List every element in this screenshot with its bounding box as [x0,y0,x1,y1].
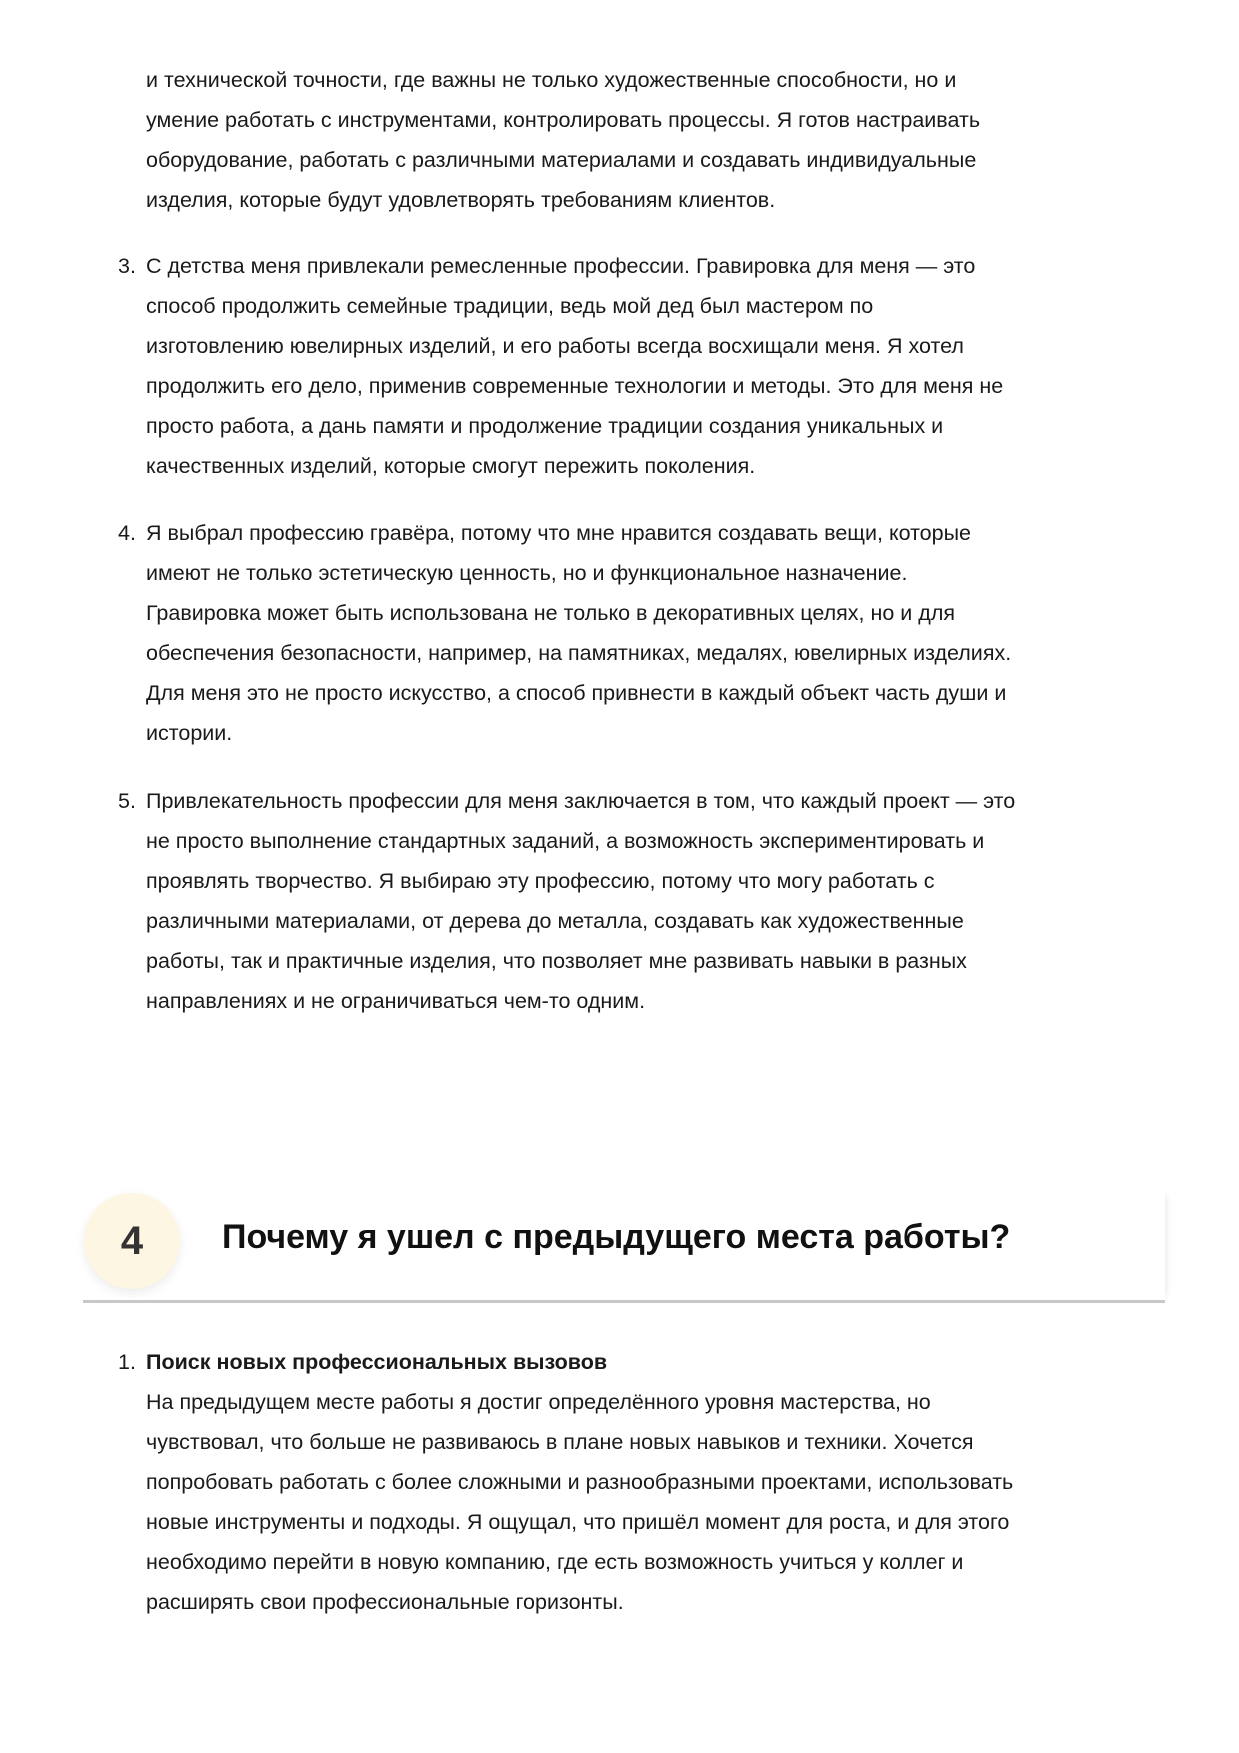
text-line: просто работа, а дань памяти и продолжение традиции создания уникальных и [146,414,944,438]
text-line: имеют не только эстетическую ценность, но и функциональное назначение. [146,561,908,585]
list-item-5 [118,781,1186,1021]
text-line: расширять свои профессиональные горизонты. [146,1590,624,1614]
text-line: Для меня это не просто искусство, а способ привнести в каждый объект часть души и [146,681,1007,705]
text-line: С детства меня привлекали ремесленные профессии. Гравировка для меня — это [146,254,976,278]
text-line: чувствовал, что больше не развиваюсь в плане новых навыков и техники. Хочется [146,1430,974,1454]
text-line: направлениях и не ограничиваться чем-то одним. [146,989,646,1013]
text-line: изделия, которые будут удовлетворять требованиям клиентов. [146,188,776,212]
continued-paragraph [146,60,1186,220]
list-number: 3. [118,254,136,278]
section-list-item-1 [118,1342,1186,1622]
text-line: На предыдущем месте работы я достиг определённого уровня мастерства, но [146,1390,931,1414]
text-line: Я выбрал профессию гравёра, потому что мне нравится создавать вещи, которые [146,521,972,545]
text-line: необходимо перейти в новую компанию, где есть возможность учиться у коллег и [146,1550,964,1574]
text-line: различными материалами, от дерева до металла, создавать как художественные [146,909,964,933]
section-title: Почему я ушел с предыдущего места работы? [222,1218,1011,1256]
text-line: истории. [146,721,233,745]
text-line: и технической точности, где важны не только художественные способности, но и [146,68,957,92]
section-number-badge: 4 [84,1193,180,1289]
text-line: оборудование, работать с различными материалами и создавать индивидуальные [146,148,977,172]
list-number: 4. [118,521,136,545]
text-line: Привлекательность профессии для меня заключается в том, что каждый проект — это [146,789,1016,813]
text-line: продолжить его дело, применив современные технологии и методы. Это для меня не [146,374,1004,398]
item-heading: Поиск новых профессиональных вызовов [146,1350,608,1374]
list-number: 1. [118,1350,136,1374]
text-line: новые инструменты и подходы. Я ощущал, что пришёл момент для роста, и для этого [146,1510,1010,1534]
text-line: не просто выполнение стандартных заданий, а возможность экспериментировать и [146,829,985,853]
list-number: 5. [118,789,136,813]
text-line: изготовлению ювелирных изделий, и его работы всегда восхищали меня. Я хотел [146,334,964,358]
text-line: качественных изделий, которые смогут пережить поколения. [146,454,756,478]
text-line: попробовать работать с более сложными и разнообразными проектами, использовать [146,1470,1014,1494]
section-header [83,1190,1165,1303]
text-line: Гравировка может быть использована не только в декоративных целях, но и для [146,601,956,625]
text-line: способ продолжить семейные традиции, ведь мой дед был мастером по [146,294,874,318]
list-item-3 [118,246,1186,486]
text-line: работы, так и практичные изделия, что позволяет мне развивать навыки в разных [146,949,967,973]
text-line: проявлять творчество. Я выбираю эту профессию, потому что могу работать с [146,869,935,893]
text-line: умение работать с инструментами, контролировать процессы. Я готов настраивать [146,108,981,132]
list-item-4 [118,513,1186,753]
text-line: обеспечения безопасности, например, на памятниках, медалях, ювелирных изделиях. [146,641,1012,665]
